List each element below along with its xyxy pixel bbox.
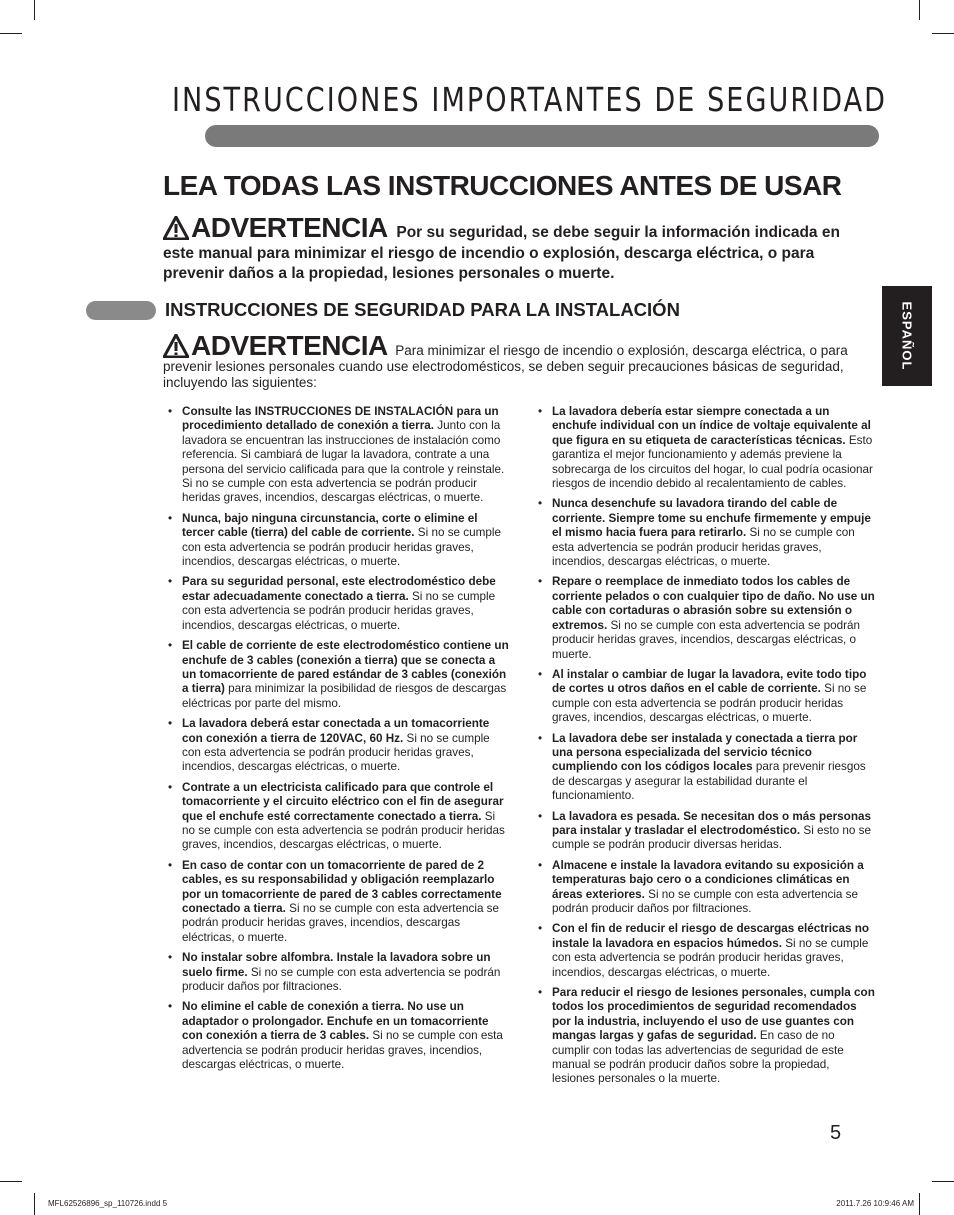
list-item: [535, 668, 875, 726]
item-bold-text: Nunca, bajo ninguna circunstancia, corte o elimine el tercer cable (tierra) del cable de corriente.: [182, 511, 478, 540]
crop-mark: [34, 0, 35, 20]
warning-block-general: [163, 212, 873, 285]
list-item: [535, 986, 875, 1087]
item-bold-text: Para reducir el riesgo de lesiones personales, cumpla con todos los procedimientos de seguridad recomendados por la industria, incluyendo el uso de use guantes con mangas largas y gafas de seguridad.: [552, 986, 875, 1043]
item-bold-text: No instalar sobre alfombra. Instale la lavadora sobre un suelo firme.: [182, 951, 491, 979]
item-text: Si no se cumple con esta advertencia se podrán producir heridas graves, incendios, descargas eléctricas, o muerte.: [552, 936, 869, 979]
item-bold-text: Consulte las INSTRUCCIONES DE INSTALACIÓN para un procedimiento detallado de conexión a tierra.: [182, 405, 499, 433]
item-bold-text: Con el fin de reducir el riesgo de descargas eléctricas no instale la lavadora en espacios húmedos.: [552, 922, 869, 950]
page-title: INSTRUCCIONES IMPORTANTES DE SEGURIDAD: [172, 80, 888, 119]
main-heading: LEA TODAS LAS INSTRUCCIONES ANTES DE USAR: [163, 170, 842, 201]
item-bold-text: El cable de corriente de este electrodoméstico contiene un enchufe de 3 cables (conexión a tierra) que se conecta a un tomacorriente de pared estándar de 3 cables (conexión a tierra): [182, 639, 509, 696]
list-item: [165, 951, 510, 994]
item-text: Esto garantiza el mejor funcionamiento y además previene la sobrecarga de los circuitos del hogar, lo cual podría ocasionar riesgos de incendio debido al recalentamiento de cables.: [552, 433, 873, 491]
item-bold-text: La lavadora es pesada. Se necesitan dos o más personas para instalar y trasladar el electrodoméstico.: [552, 809, 871, 837]
item-bold-text: La lavadora deberá estar conectada a un tomacorriente con conexión a tierra de 120VAC, 60 Hz.: [182, 717, 490, 745]
item-bold-text: En caso de contar con un tomacorriente de pared de 2 cables, es su responsabilidad y obligación reemplazarlo por un tomacorriente de pared de 3 cables correctamente conectado a tierra.: [182, 858, 502, 915]
section-marker: [86, 301, 156, 320]
list-item: [165, 405, 510, 506]
warning-label: [163, 330, 388, 361]
warning-triangle-icon: [163, 334, 189, 358]
item-bold-text: Para su seguridad personal, este electrodoméstico debe estar adecuadamente conectado a tierra.: [182, 575, 496, 603]
list-item: [535, 859, 875, 917]
list-item: [165, 781, 510, 853]
warning-text: Por su seguridad, se debe seguir la información indicada en este manual para minimizar el riesgo de incendio o explosión, descarga eléctrica, o para prevenir daños a la propiedad, lesiones personales o muerte.: [163, 224, 840, 282]
crop-mark: [932, 33, 954, 34]
item-text: Si no se cumple con esta advertencia se podrán producir heridas graves, incendios, descargas eléctricas, o muerte.: [552, 618, 860, 661]
item-bold-text: Almacene e instale la lavadora evitando su exposición a temperaturas bajo cero o a condiciones climáticas en áreas exteriores.: [552, 858, 864, 901]
item-text: Si no se cumple con esta advertencia se podrán producir heridas graves, incendios, descargas eléctricas, o muerte.: [552, 526, 855, 569]
warning-block-installation: [163, 330, 873, 391]
list-item: [535, 575, 875, 661]
list-item: [165, 717, 510, 775]
left-column-list: [165, 405, 510, 1078]
item-text: Si esto no se cumple se podrán producir diversas heridas.: [552, 823, 871, 852]
title-rule: [205, 125, 879, 147]
item-bold-text: La lavadora debería estar siempre conectada a un enchufe individual con un índice de voltaje equivalente al que figura en su etiqueta de características técnicas.: [552, 405, 871, 447]
list-item: [535, 405, 875, 491]
list-item: [165, 512, 510, 570]
warning-triangle-icon: [163, 216, 189, 240]
warning-label-text: ADVERTENCIA: [191, 212, 388, 243]
item-text: Junto con la lavadora se encuentran las instrucciones de instalación como referencia. Si cambiará de lugar la lavadora, contrate a una persona del servicio calificada para que la controle y reinstale. Si no se cumple con esta advertencia se podrán producir heridas graves, incendios, descargas eléctricas, o muerte.: [182, 419, 505, 505]
list-item: [535, 732, 875, 804]
item-text: Si no se cumple con esta advertencia se podrán producir heridas graves, incendios, descargas eléctricas, o muerte.: [182, 589, 496, 632]
list-item: [165, 575, 510, 633]
section-heading: INSTRUCCIONES DE SEGURIDAD PARA LA INSTALACIÓN: [165, 299, 680, 320]
item-bold-text: Nunca desenchufe su lavadora tirando del cable de corriente. Siempre tome su enchufe firmemente y empuje el mismo hacia fuera para retirarlo.: [552, 497, 871, 540]
list-item: [165, 859, 510, 945]
item-bold-text: Contrate a un electricista calificado para que controle el tomacorriente y el circuito eléctrico con el fin de asegurar que el enchufe esté correctamente conectado a tierra.: [182, 780, 504, 823]
item-text: Si no se cumple con esta advertencia se podrán producir heridas graves, incendios, descargas eléctricas, o muerte.: [182, 902, 500, 944]
crop-mark: [932, 1181, 954, 1182]
language-tab-label: ESPAÑOL: [899, 301, 915, 371]
warning-text: Para minimizar el riesgo de incendio o explosión, descarga eléctrica, o para prevenir lesiones personales cuando use electrodomésticos, se deben seguir precauciones básicas de seguridad, incluyendo las siguientes:: [163, 343, 848, 390]
item-text: para minimizar la posibilidad de riesgos de descargas eléctricas por parte del mismo.: [182, 682, 507, 710]
list-item: [535, 922, 875, 980]
item-text: para prevenir riesgos de descargas y asegurar la estabilidad durante el funcionamiento.: [552, 760, 866, 803]
item-text: Si no se cumple con esta advertencia se podrán producir daños por filtraciones.: [552, 887, 859, 915]
crop-mark: [0, 33, 22, 34]
item-bold-text: Repare o reemplace de inmediato todos los cables de corriente pelados o con cualquier tipo de daño. No use un cable con cortaduras o abrasión sobre su extensión o extremos.: [552, 575, 875, 632]
crop-mark: [919, 1193, 920, 1215]
footer-timestamp: 2011.7.26 10:9:46 AM: [836, 1199, 914, 1208]
footer-filename: MFL62526896_sp_110726.indd 5: [48, 1199, 168, 1208]
item-bold-text: Al instalar o cambiar de lugar la lavadora, evite todo tipo de cortes u otros daños en el cable de corriente.: [552, 667, 867, 696]
item-text: Si no se cumple con esta advertencia se podrán producir daños por filtraciones.: [182, 965, 501, 994]
item-text: Si no se cumple con esta advertencia se podrán producir heridas graves, incendios, descargas eléctricas, o muerte.: [182, 526, 501, 569]
right-column-list: [535, 405, 875, 1093]
list-item: [165, 639, 510, 711]
item-text: Si no se cumple con esta advertencia se podrán producir heridas graves, incendios, descargas eléctricas, o muerte.: [182, 1029, 503, 1072]
crop-mark: [0, 1181, 22, 1182]
item-bold-text: La lavadora debe ser instalada y conectada a tierra por una persona especializada del servicio técnico cumpliendo con los códigos locales: [552, 731, 858, 774]
language-tab: [882, 286, 932, 386]
crop-mark: [34, 1193, 35, 1215]
item-text: Si no se cumple con esta advertencia se podrán producir heridas graves, incendios, descargas eléctricas, o muerte.: [552, 682, 867, 725]
crop-mark: [919, 0, 920, 20]
item-text: Si no se cumple con esta advertencia se podrán producir heridas graves, incendios, descargas eléctricas, o muerte.: [182, 809, 505, 852]
list-item: [165, 1000, 510, 1072]
item-text: En caso de no cumplir con todas las advertencias de seguridad de este manual se podrán producir daños sobre la propiedad, lesiones personales o la muerte.: [552, 1029, 844, 1086]
item-text: Si no se cumple con esta advertencia se podrán producir heridas graves, incendios, descargas eléctricas, o muerte.: [182, 731, 490, 774]
item-bold-text: No elimine el cable de conexión a tierra. No use un adaptador o prolongador. Enchufe en un tomacorriente con conexión a tierra de 3 cables.: [182, 1000, 489, 1043]
warning-label: [163, 212, 388, 243]
list-item: [535, 497, 875, 569]
list-item: [535, 810, 875, 853]
warning-label-text: ADVERTENCIA: [191, 330, 388, 361]
page-number: 5: [830, 1122, 842, 1144]
